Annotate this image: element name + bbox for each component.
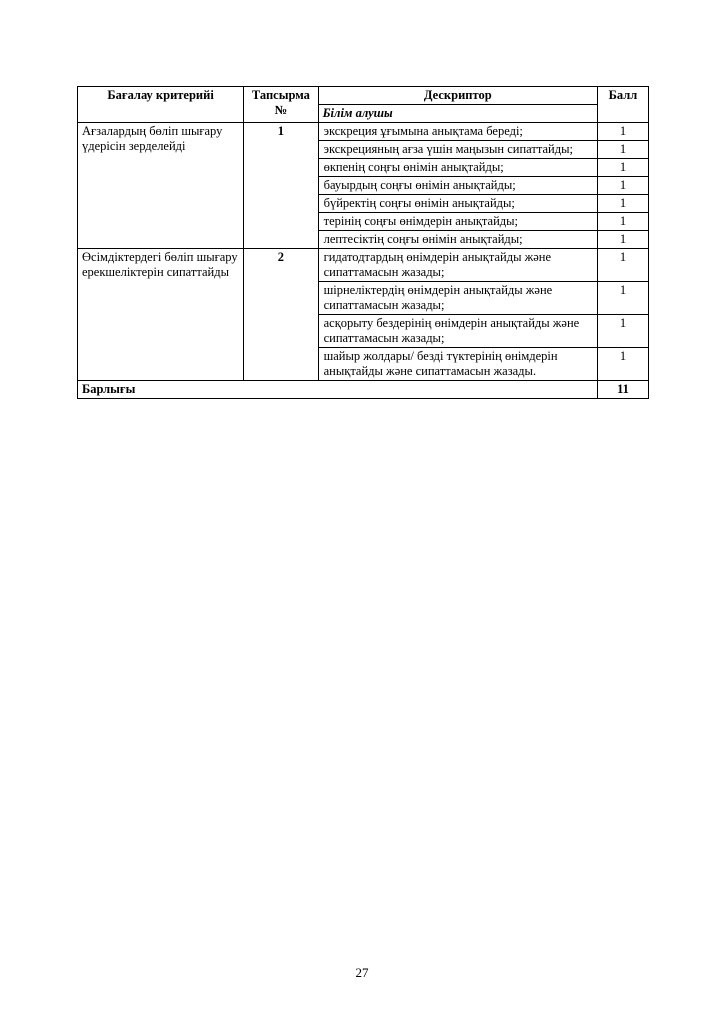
table-row [78,123,649,141]
header-criteria: Бағалау критерийі [78,87,244,123]
header-task: Тапсырма № [244,87,318,123]
descriptor-cell: шірнеліктердің өнімдерін анықтайды және сипаттамасын жазады; [318,282,597,315]
score-cell: 1 [597,159,648,177]
total-row [78,381,649,399]
descriptor-cell: бүйректің соңғы өнімін анықтайды; [318,195,597,213]
descriptor-cell: бауырдың соңғы өнімін анықтайды; [318,177,597,195]
score-cell: 1 [597,195,648,213]
score-cell: 1 [597,141,648,159]
descriptor-cell: шайыр жолдары/ безді түктерінің өнімдерін анықтайды және сипаттамасын жазады. [318,348,597,381]
descriptor-cell: гидатодтардың өнімдерін анықтайды және сипаттамасын жазады; [318,249,597,282]
table-row [78,249,649,282]
assessment-table [77,86,649,399]
header-descriptor: Дескриптор [318,87,597,105]
header-row [78,87,649,105]
score-cell: 1 [597,282,648,315]
score-cell: 1 [597,231,648,249]
score-cell: 1 [597,315,648,348]
descriptor-cell: өкпенің соңғы өнімін анықтайды; [318,159,597,177]
descriptor-cell: экскреция ұғымына анықтама береді; [318,123,597,141]
total-label: Барлығы [78,381,598,399]
criterion-cell: Өсімдіктердегі бөліп шығару ерекшеліктерін сипаттайды [78,249,244,381]
page-number: 27 [355,965,369,980]
descriptor-cell: лептесіктің соңғы өнімін анықтайды; [318,231,597,249]
score-cell: 1 [597,123,648,141]
table-body [78,123,649,381]
header-score: Балл [597,87,648,123]
descriptor-cell: экскрецияның ағза үшін маңызын сипаттайды; [318,141,597,159]
criterion-cell: Ағзалардың бөліп шығару үдерісін зерделейді [78,123,244,249]
descriptor-cell: асқорыту бездерінің өнімдерін анықтайды және сипаттамасын жазады; [318,315,597,348]
score-cell: 1 [597,177,648,195]
score-cell: 1 [597,213,648,231]
header-learner: Білім алушы [318,105,597,123]
descriptor-cell: терінің соңғы өнімдерін анықтайды; [318,213,597,231]
total-score: 11 [597,381,648,399]
task-number-cell: 2 [244,249,318,381]
score-cell: 1 [597,249,648,282]
task-number-cell: 1 [244,123,318,249]
score-cell: 1 [597,348,648,381]
